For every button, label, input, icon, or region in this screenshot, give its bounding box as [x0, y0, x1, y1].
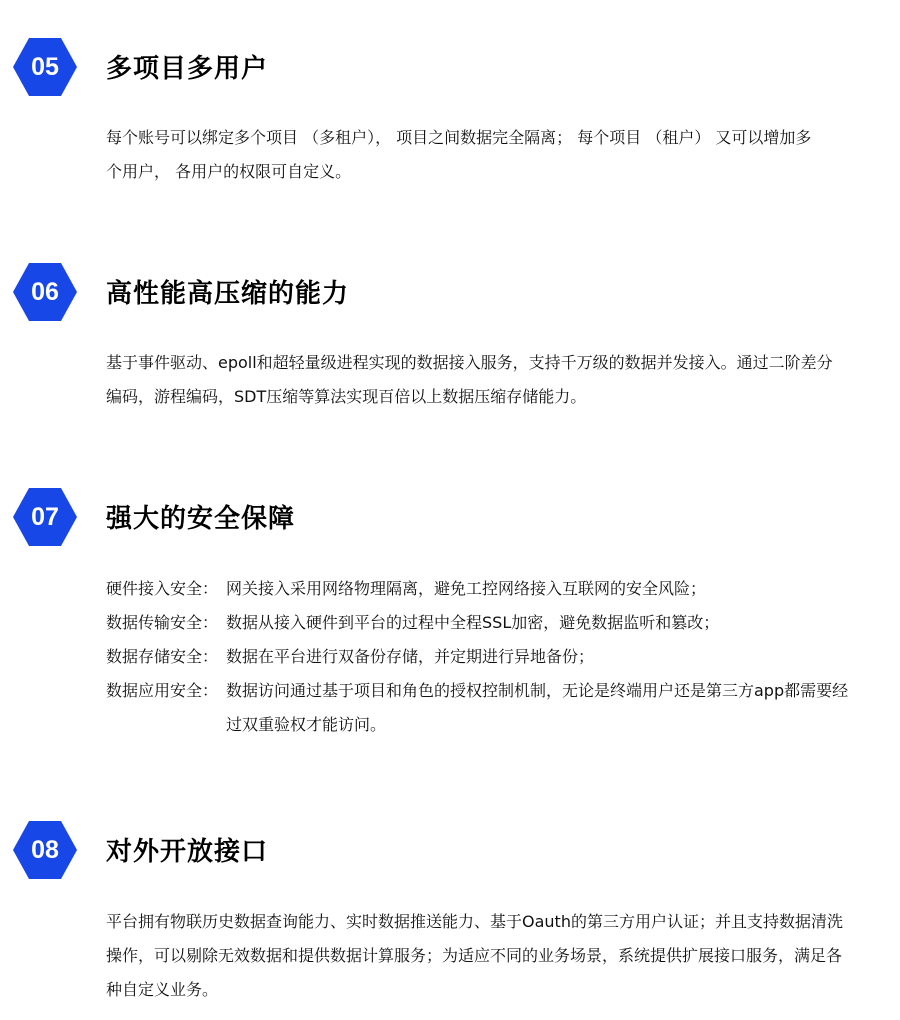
- description-line: 每个账号可以绑定多个项目 （多租户）， 项目之间数据完全隔离； 每个项目 （租户） 又可以增加多: [106, 128, 812, 147]
- section-description: [106, 121, 892, 189]
- description-line: 操作，可以剔除无效数据和提供数据计算服务；为适应不同的业务场景，系统提供扩展接口服务，满足各: [106, 946, 843, 965]
- section-title: 高性能高压缩的能力: [106, 279, 350, 309]
- section-description: [106, 346, 892, 414]
- security-list: [106, 572, 892, 742]
- description-line: 平台拥有物联历史数据查询能力、实时数据推送能力、基于Oauth的第三方用户认证；并且支持数据清洗: [106, 912, 843, 931]
- security-item-label: 硬件接入安全：: [106, 579, 219, 598]
- security-item: [106, 640, 892, 674]
- description-line: 基于事件驱动、epoll和超轻量级进程实现的数据接入服务，支持千万级的数据并发接入。通过二阶差分: [106, 353, 833, 372]
- number-badge: [13, 263, 77, 321]
- description-line: 个用户， 各用户的权限可自定义。: [106, 162, 352, 181]
- security-item-label: 数据传输安全：: [106, 613, 219, 632]
- number-badge: [13, 821, 77, 879]
- number-badge: [13, 38, 77, 96]
- badge-number: 06: [31, 278, 59, 306]
- badge-number: 08: [31, 836, 59, 864]
- security-item-label: 数据应用安全：: [106, 681, 219, 700]
- security-item-text: 数据从接入硬件到平台的过程中全程SSL加密，避免数据监听和篡改；: [226, 613, 720, 632]
- description-line: 编码，游程编码，SDT压缩等算法实现百倍以上数据压缩存储能力。: [106, 387, 587, 406]
- security-item: [106, 572, 892, 606]
- section-title: 对外开放接口: [106, 837, 269, 867]
- security-item-text: 数据在平台进行双备份存储，并定期进行异地备份；: [226, 647, 595, 666]
- number-badge: [13, 488, 77, 546]
- security-item: [106, 674, 892, 742]
- security-item-label: 数据存储安全：: [106, 647, 219, 666]
- security-item-text-line: 过双重验权才能访问。: [226, 715, 387, 734]
- section-title: 多项目多用户: [106, 54, 269, 84]
- badge-number: 07: [31, 503, 59, 531]
- security-item-text: 网关接入采用网络物理隔离，避免工控网络接入互联网的安全风险；: [226, 579, 707, 598]
- security-item-text-line: 数据访问通过基于项目和角色的授权控制机制，无论是终端用户还是第三方app都需要经: [226, 681, 849, 700]
- badge-number: 05: [31, 53, 59, 81]
- section-description: [106, 905, 892, 1007]
- security-item: [106, 606, 892, 640]
- description-line: 种自定义业务。: [106, 980, 219, 999]
- section-title: 强大的安全保障: [106, 504, 296, 534]
- security-item-text: [226, 674, 892, 742]
